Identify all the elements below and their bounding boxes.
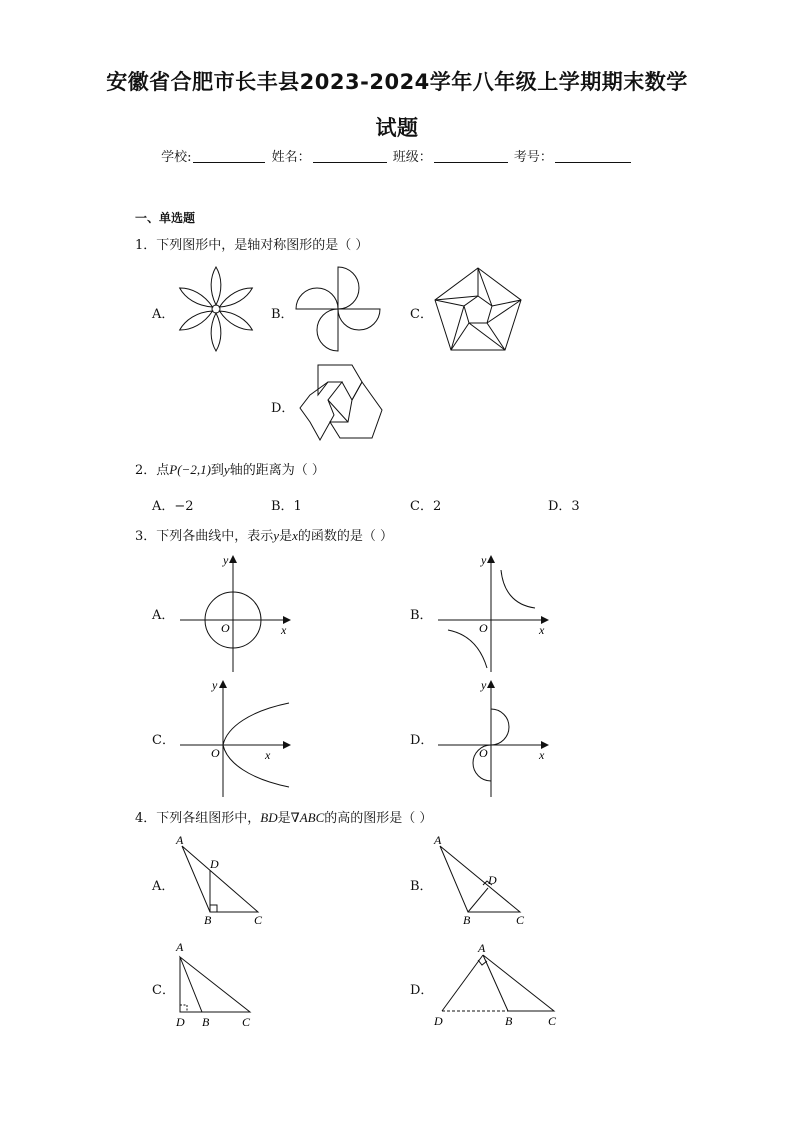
q4-stem-mid: 是 [277, 811, 291, 826]
q3-x: x [292, 528, 298, 543]
section-heading: 一、单选题 [135, 211, 196, 225]
q3-option-b: B． [410, 608, 433, 623]
name-blank [313, 150, 387, 163]
school-blank [193, 150, 265, 163]
q4-option-c: C． [152, 983, 175, 998]
triple-hexagon-figure [290, 360, 390, 445]
school-label: 学校: [161, 150, 192, 165]
student-info [0, 146, 794, 165]
tri-d-label-b: B [505, 1014, 513, 1028]
tri-a-label-c: C [254, 913, 263, 927]
tri-a-label-d: D [210, 857, 219, 871]
doc-title-line2: 试题 [375, 116, 419, 140]
q3-option-d: D． [410, 733, 434, 748]
doc-title-line1: 安徽省合肥市长丰县2023-2024学年八年级上学期期末数学 [106, 70, 688, 94]
graph-d-x-label: x [539, 748, 545, 762]
tri-a-label-a: A [176, 833, 184, 847]
graph-b-origin: O [479, 621, 488, 635]
id-label: 考号： [513, 150, 553, 165]
graph-b-y-label: y [481, 553, 487, 567]
id-blank [555, 150, 631, 163]
q4-bd: BD [260, 810, 278, 825]
graph-parabola [175, 675, 295, 800]
q1-option-a: A． [152, 307, 175, 322]
q3-stem-pre: 3．下列各曲线中，表示 [135, 529, 274, 544]
triangle-d [428, 937, 568, 1035]
q1-stem: 1．下列图形中，是轴对称图形的是（ ） [135, 238, 369, 253]
q3-option-a: A． [152, 608, 175, 623]
q2-option-b: B．1 [271, 499, 302, 514]
q4-stem-pre: 4．下列各组图形中， [135, 811, 261, 826]
tri-b-label-b: B [463, 913, 471, 927]
graph-c-x-label: x [265, 748, 271, 762]
pentagon-figure [428, 262, 528, 357]
tri-b-label-d: D [488, 873, 497, 887]
tri-b-label-c: C [516, 913, 525, 927]
class-label: 班级： [392, 150, 432, 165]
graph-c-y-label: y [212, 678, 218, 692]
tri-c-label-c: C [242, 1015, 251, 1029]
q4-option-d: D． [410, 983, 434, 998]
q1-option-d: D． [271, 401, 295, 416]
graph-d-y-label: y [481, 678, 487, 692]
q2-axis: y [223, 462, 230, 477]
q3-stem [135, 525, 393, 544]
q1-option-c: C． [410, 307, 433, 322]
q4-option-b: B． [410, 879, 433, 894]
q2-option-c: C．2 [410, 499, 442, 514]
q3-y: y [273, 528, 280, 543]
tri-d-label-d: D [434, 1014, 443, 1028]
q4-triangle: ∇ABC [290, 810, 325, 825]
class-blank [434, 150, 508, 163]
tri-c-label-a: A [176, 940, 184, 954]
graph-hyperbola [433, 550, 553, 675]
flower-figure [170, 262, 265, 357]
q4-option-a: A． [152, 879, 175, 894]
q2-stem-mid: 到 [210, 463, 224, 478]
q2-option-d: D．3 [548, 499, 580, 514]
q2-point: P(−2,1) [169, 462, 211, 477]
triangle-c [170, 937, 270, 1035]
q2-stem [135, 459, 325, 478]
graph-circle [175, 550, 295, 675]
q1-option-b: B． [271, 307, 294, 322]
q3-stem-mid: 是 [279, 529, 293, 544]
triangle-a [170, 832, 270, 930]
q2-stem-post: 轴的距离为（ ） [229, 463, 325, 478]
graph-b-x-label: x [539, 623, 545, 637]
q2-option-a: A．−2 [152, 499, 194, 514]
graph-d-origin: O [479, 746, 488, 760]
tri-b-label-a: A [434, 833, 442, 847]
graph-a-origin: O [221, 621, 230, 635]
q3-option-c: C． [152, 733, 175, 748]
tri-d-label-c: C [548, 1014, 557, 1028]
graph-a-y-label: y [223, 553, 229, 567]
q4-stem-post: 的高的图形是（ ） [324, 811, 433, 826]
tri-d-label-a: A [478, 941, 486, 955]
graph-semicircles [433, 675, 553, 800]
q2-stem-pre: 2．点 [135, 463, 170, 478]
graph-a-x-label: x [281, 623, 287, 637]
graph-c-origin: O [211, 746, 220, 760]
q3-stem-post: 的函数的是（ ） [297, 529, 393, 544]
triangle-b [428, 832, 538, 930]
tri-c-label-b: B [202, 1015, 210, 1029]
name-label: 姓名： [271, 150, 311, 165]
tri-c-label-d: D [176, 1015, 185, 1029]
q4-stem [135, 807, 432, 826]
pinwheel-figure [290, 262, 390, 357]
tri-a-label-b: B [204, 913, 212, 927]
